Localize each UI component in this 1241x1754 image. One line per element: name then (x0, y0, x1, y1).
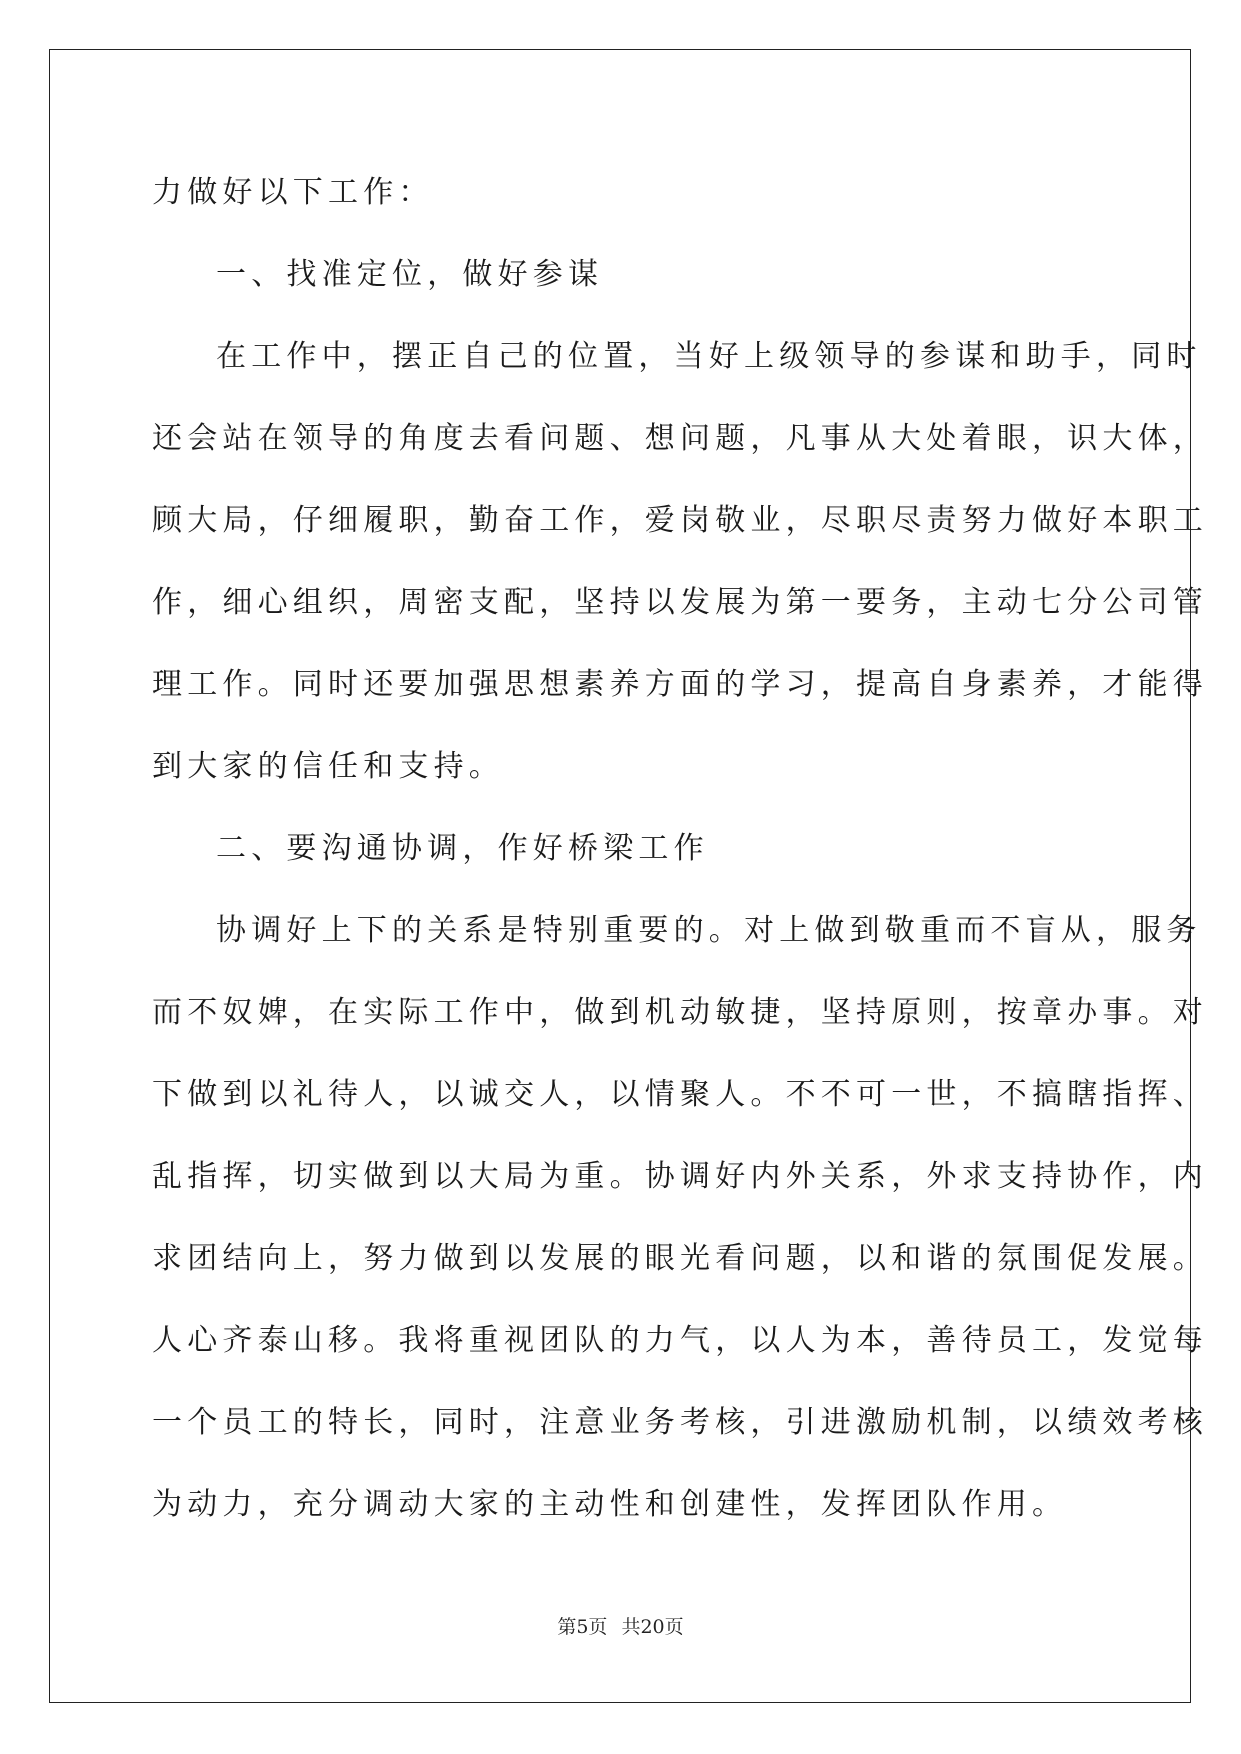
text-line: 力做好以下工作： (152, 175, 434, 210)
section-heading: 一、找准定位，做好参谋 (216, 257, 604, 292)
page-total: 共20页 (621, 1616, 684, 1638)
text-line: 一个员工的特长，同时，注意业务考核，引进激励机制，以绩效考核 (152, 1405, 1208, 1440)
text-line: 作，细心组织，周密支配，坚持以发展为第一要务，主动七分公司管 (152, 585, 1208, 620)
text-line: 顾大局，仔细履职，勤奋工作，爱岗敬业，尽职尽责努力做好本职工 (152, 503, 1208, 538)
text-line: 下做到以礼待人，以诚交人，以情聚人。不不可一世，不搞瞎指挥、 (152, 1077, 1208, 1112)
text-line: 还会站在领导的角度去看问题、想问题，凡事从大处着眼，识大体， (152, 421, 1208, 456)
text-line: 到大家的信任和支持。 (152, 749, 504, 784)
document-body (152, 152, 1208, 1546)
text-line: 协调好上下的关系是特别重要的。对上做到敬重而不盲从，服务 (216, 913, 1202, 948)
section-heading: 二、要沟通协调，作好桥梁工作 (216, 831, 709, 866)
text-line: 而不奴婢，在实际工作中，做到机动敏捷，坚持原则，按章办事。对 (152, 995, 1208, 1030)
page-number: 第5页 (557, 1616, 608, 1638)
text-line: 为动力，充分调动大家的主动性和创建性，发挥团队作用。 (152, 1487, 1068, 1522)
text-line: 人心齐泰山移。我将重视团队的力气，以人为本，善待员工，发觉每 (152, 1323, 1208, 1358)
text-line: 乱指挥，切实做到以大局为重。协调好内外关系，外求支持协作，内 (152, 1159, 1208, 1194)
text-line: 求团结向上，努力做到以发展的眼光看问题，以和谐的氛围促发展。 (152, 1241, 1208, 1276)
page-footer (0, 1612, 1241, 1639)
text-line: 理工作。同时还要加强思想素养方面的学习，提高自身素养，才能得 (152, 667, 1208, 702)
text-line: 在工作中，摆正自己的位置，当好上级领导的参谋和助手，同时 (216, 339, 1202, 374)
